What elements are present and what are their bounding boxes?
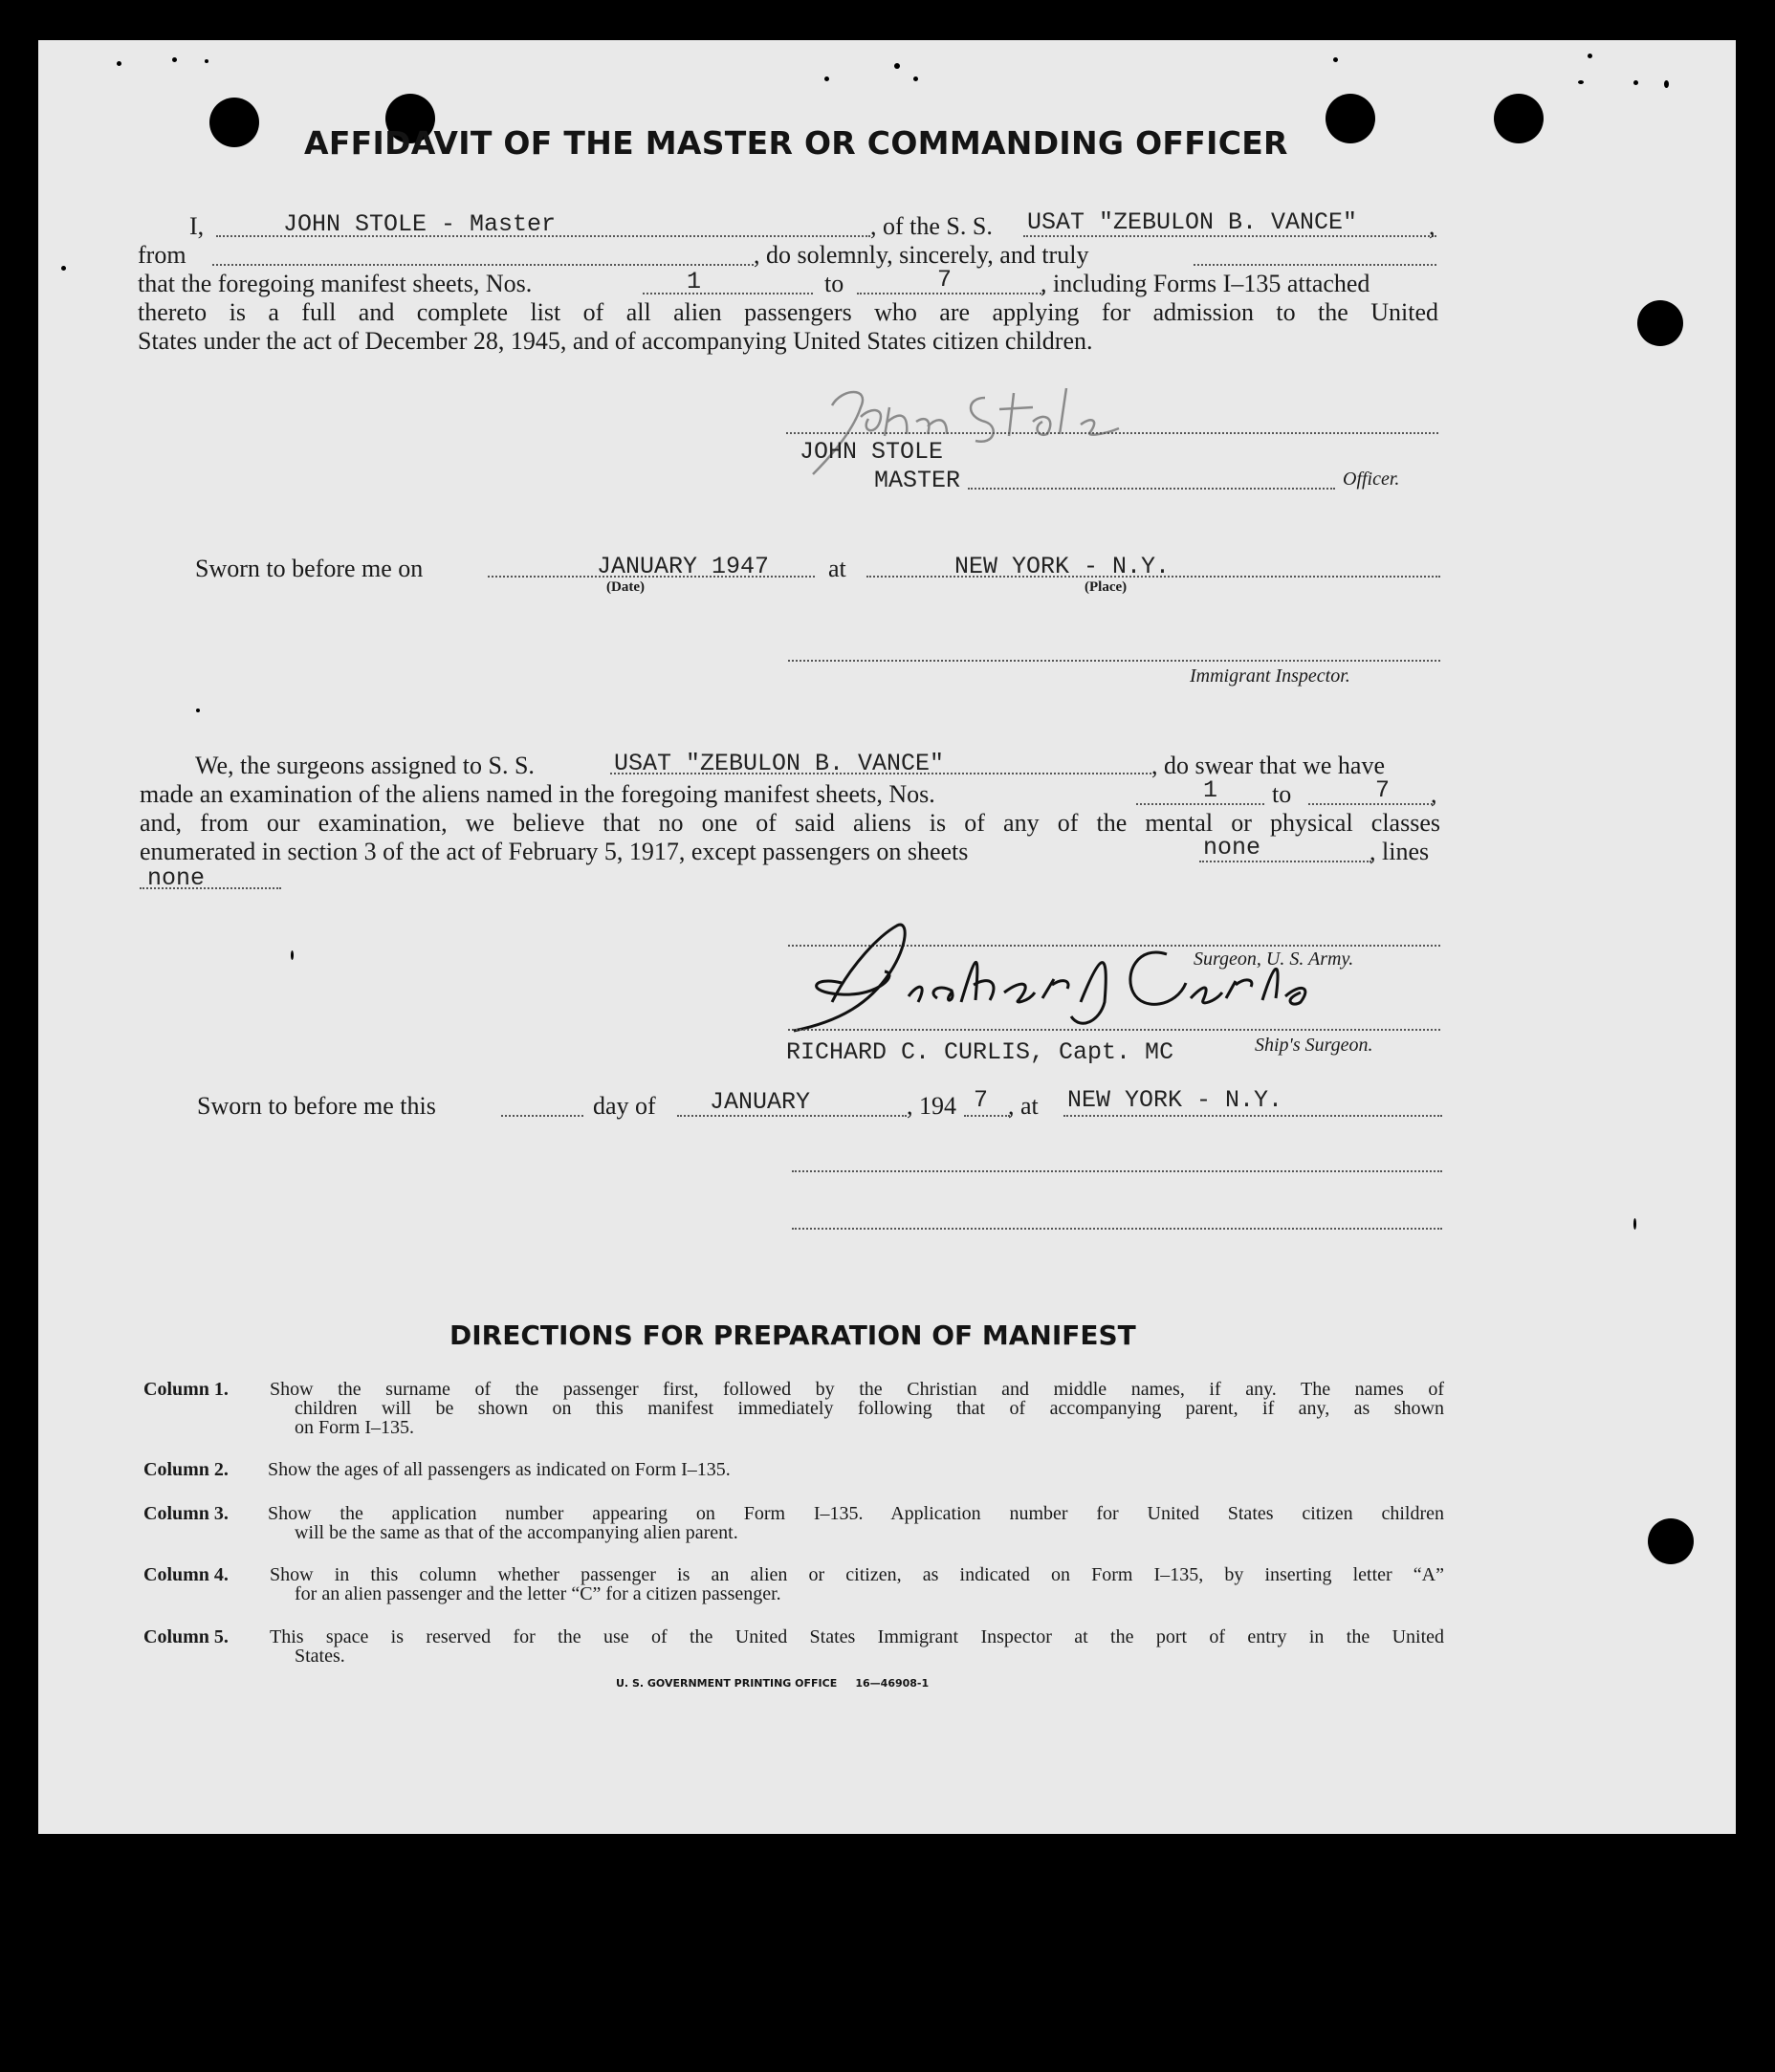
surgeon-typed-name: RICHARD C. CURLIS, Capt. MC [786,1038,1174,1066]
date-caption: (Date) [606,579,645,595]
sworn-date-value: JANUARY 1947 [597,553,770,580]
inspector-signature-line [788,660,1440,662]
i-label: I, [189,212,205,240]
ships-surgeon-label: Ship's Surgeon. [1255,1035,1373,1056]
column-label: Column 5. [143,1626,229,1647]
surgeons-sheet-to-line [1308,803,1433,805]
punch-hole [1494,94,1544,143]
master-signature-line [786,432,1438,434]
speck [172,57,177,62]
sworn2-signature-line-2 [792,1228,1442,1230]
of-the-ss-label: , of the S. S. [870,212,993,240]
master-name-value: JOHN STOLE - Master [283,210,557,238]
to-label: to [824,270,844,297]
speck [824,76,829,81]
speck [1633,80,1638,85]
year-prefix: , 194 [907,1092,956,1120]
speck [894,63,900,69]
ship-name-value: USAT "ZEBULON B. VANCE" [1027,208,1358,236]
speck [205,59,208,63]
lines-label: , lines [1370,838,1430,865]
column-text: Show the surname of the passenger first, followed by the Christian and middle names, if any. The names of [270,1379,1444,1400]
officer-line [968,488,1335,490]
sworn2-at-label: , at [1008,1092,1039,1120]
column-label: Column 2. [143,1459,229,1480]
punch-hole [1326,94,1375,143]
surgeons-sheet-from-line [1136,803,1264,805]
speck [1578,80,1584,84]
master-signature [803,379,1129,484]
ships-surgeon-line [788,1029,1440,1031]
master-text-line-4: thereto is a full and complete list of all alien passengers who are applying for admission to the United [138,298,1438,326]
forms-label: , including Forms I–135 attached [1041,270,1370,297]
sworn2-day-line [501,1115,583,1117]
except-lines-value: none [147,864,206,892]
surgeons-line1-a: We, the surgeons assigned to S. S. [195,752,535,779]
speck [61,266,66,271]
punch-hole [1648,1518,1694,1564]
column-text: Show the ages of all passengers as indicated on Form I–135. [268,1459,731,1480]
column-text: Show in this column whether passenger is an alien or citizen, as indicated on Form I–135, by inserting letter “A” [270,1564,1444,1585]
sheet-from-value: 1 [687,268,702,295]
surgeons-sheet-from-value: 1 [1203,776,1218,804]
master-text-line-5: States under the act of December 28, 1945, and of accompanying United States citizen children. [138,327,1093,355]
sworn2-year-digit: 7 [974,1086,989,1114]
surgeons-ship-value: USAT "ZEBULON B. VANCE" [614,750,945,777]
speck [196,709,200,712]
day-of-label: day of [593,1092,656,1120]
sworn2-year-line [964,1115,1010,1117]
column-text: on Form I–135. [295,1417,414,1438]
surgeon-signature [784,916,1320,1040]
sworn2-month-value: JANUARY [710,1088,811,1116]
column-text: Show the application number appearing on Form I–135. Application number for United States citizen children [268,1503,1444,1524]
sworn-place-value: NEW YORK - N.Y. [954,553,1171,580]
column-text: children will be shown on this manifest immediately following that of accompanying parent, if any, as shown [295,1398,1444,1419]
surgeons-to-label: to [1272,780,1292,808]
sworn2-place-value: NEW YORK - N.Y. [1067,1086,1283,1114]
from-label: from [138,241,186,269]
sheet-to-value: 7 [937,266,953,294]
surgeons-line1-b: , do swear that we have [1151,752,1386,779]
master-typed-name: JOHN STOLE [800,438,944,466]
column-label: Column 1. [143,1379,229,1400]
column-text: will be the same as that of the accompanying alien parent. [295,1522,738,1543]
solemnly-text: , do solemnly, sincerely, and truly [754,241,1089,269]
column-text: States. [295,1646,345,1667]
surgeons-line3: and, from our examination, we believe that no one of said aliens is of any of the mental or physical classes [140,809,1440,837]
sworn-label: Sworn to before me on [195,555,424,582]
inspector-label: Immigrant Inspector. [1190,665,1350,687]
speck [1633,1218,1636,1230]
surgeons-comma: , [1431,780,1437,808]
speck [1333,57,1338,62]
sheet-from-line [643,293,813,294]
punch-hole [1637,300,1683,346]
speck [913,76,918,81]
place-caption: (Place) [1085,579,1128,595]
speck [1588,54,1592,58]
solemnly-line [1194,264,1436,266]
column-text: for an alien passenger and the letter “C” for a citizen passenger. [295,1583,781,1604]
at-label: at [828,555,846,582]
surgeons-line4-a: enumerated in section 3 of the act of February 5, 1917, except passengers on sheets [140,838,969,865]
directions-title: DIRECTIONS FOR PREPARATION OF MANIFEST [449,1320,1136,1351]
speck [1664,80,1669,88]
column-label: Column 4. [143,1564,229,1585]
officer-label: Officer. [1343,469,1400,490]
speck [291,950,294,960]
punch-hole [209,98,259,147]
master-typed-title: MASTER [874,467,961,494]
comma: , [1429,212,1435,240]
sworn2-label: Sworn to before me this [197,1092,436,1120]
sheets-label: that the foregoing manifest sheets, Nos. [138,270,533,297]
printing-office-footer: U. S. GOVERNMENT PRINTING OFFICE 16—46908-1 [616,1677,930,1690]
speck [482,1897,486,1899]
column-label: Column 3. [143,1503,229,1524]
column-text: This space is reserved for the use of the United States Immigrant Inspector at the port of entry in the United [270,1626,1444,1647]
except-sheets-value: none [1203,834,1261,862]
from-line [212,264,754,266]
speck [467,1912,471,1915]
sworn2-place-line [1063,1115,1442,1117]
army-surgeon-label: Surgeon, U. S. Army. [1194,949,1354,970]
surgeons-sheet-to-value: 7 [1375,776,1391,804]
speck [117,61,121,66]
page-title: AFFIDAVIT OF THE MASTER OR COMMANDING OFFICER [304,124,1288,162]
surgeons-line2-a: made an examination of the aliens named in the foregoing manifest sheets, Nos. [140,780,935,808]
sworn2-signature-line-1 [792,1170,1442,1172]
